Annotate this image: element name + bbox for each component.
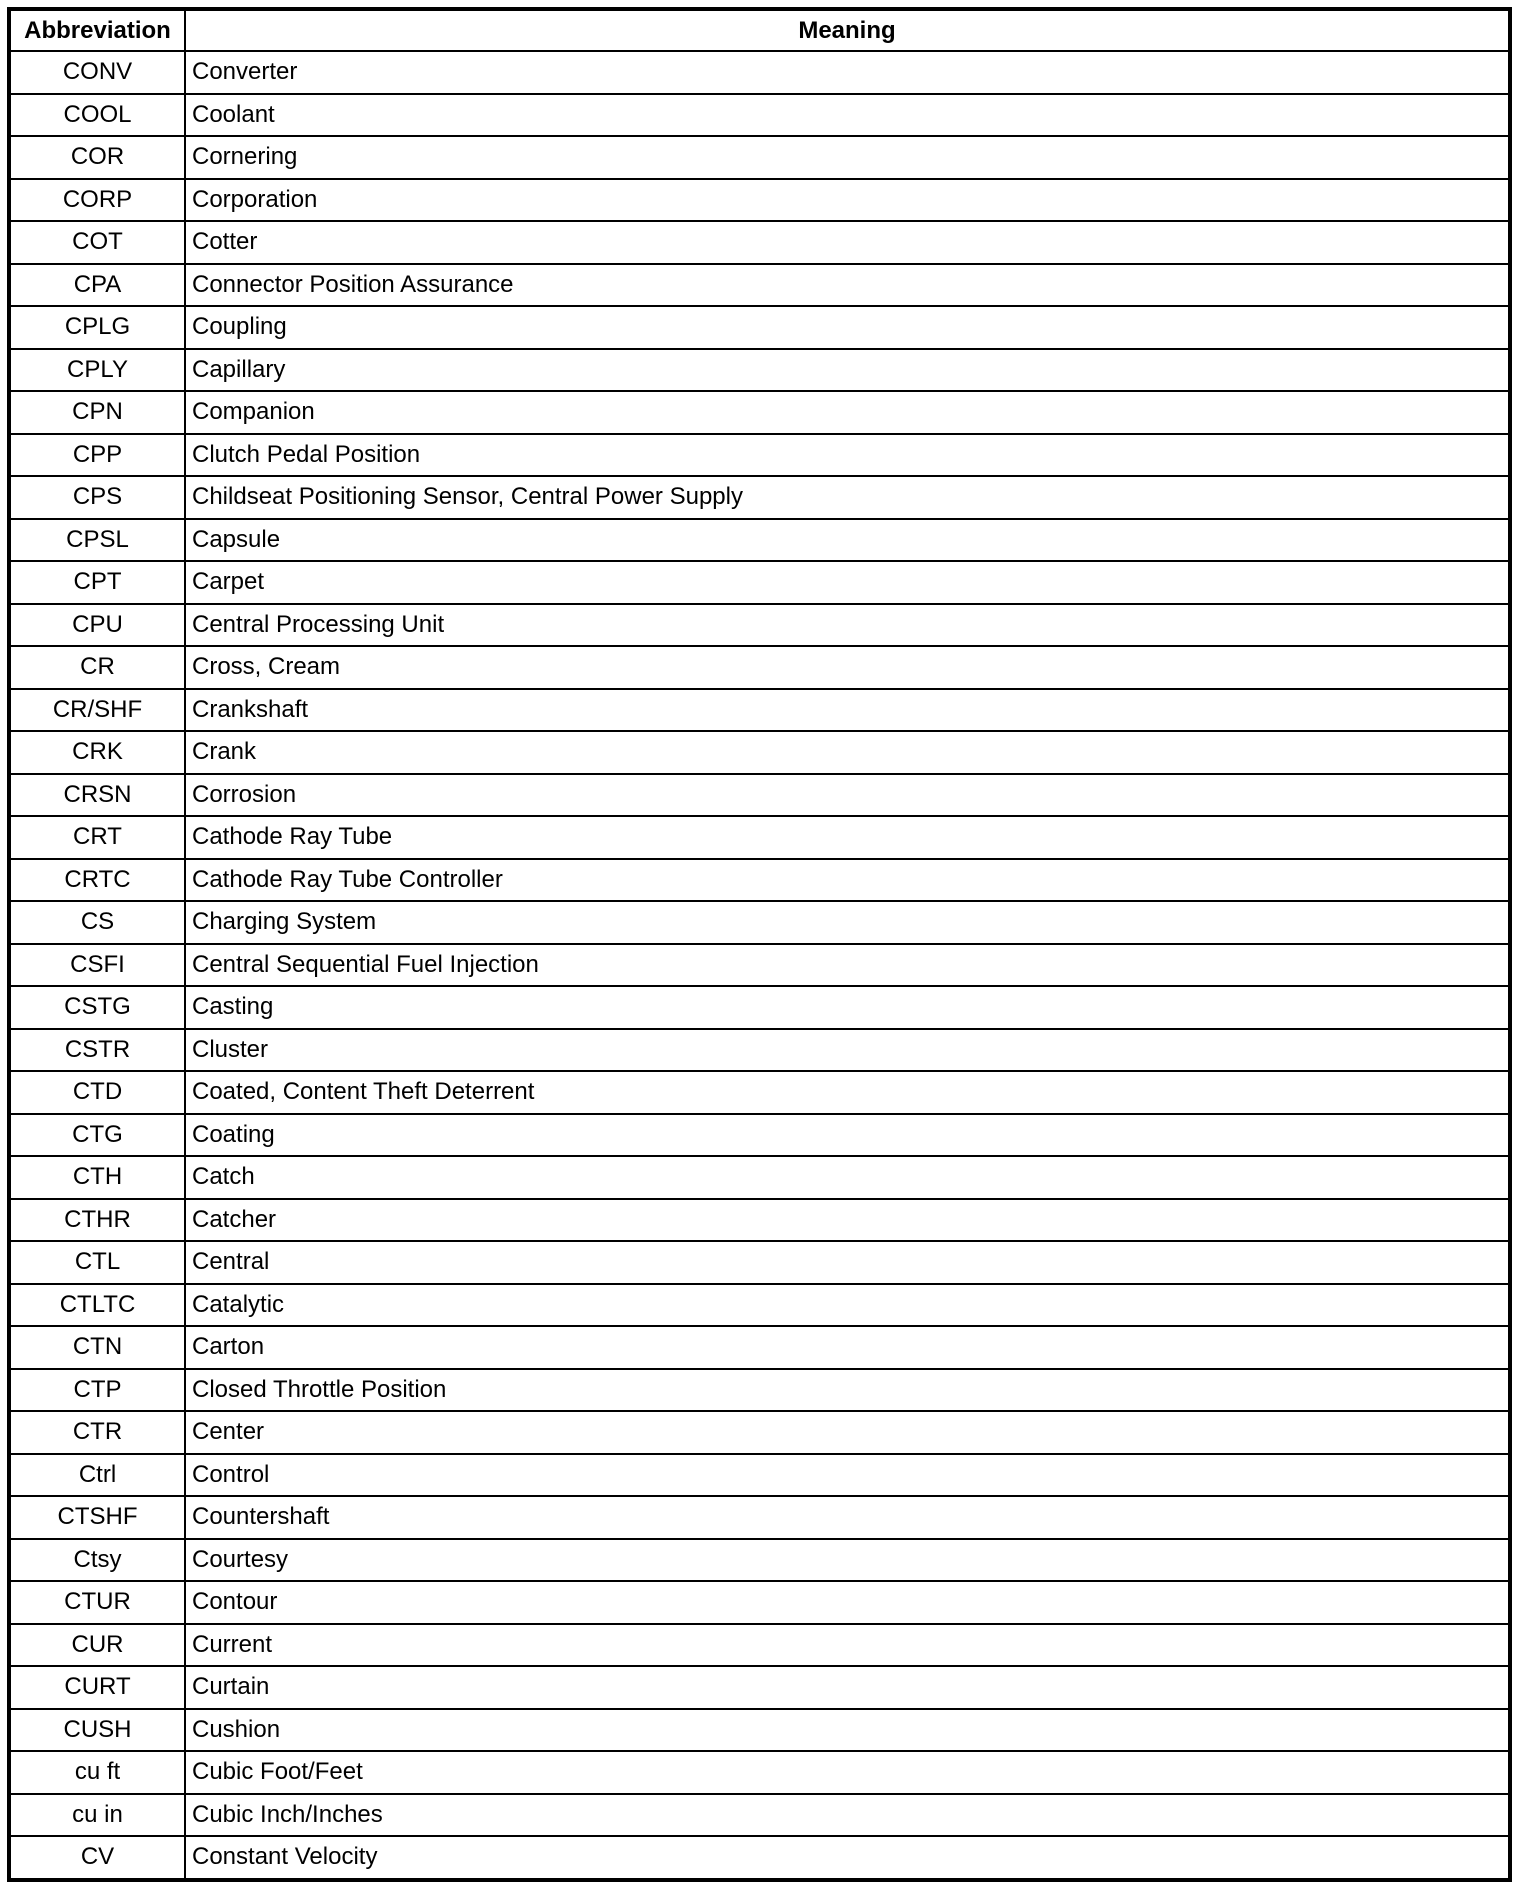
table-row	[9, 604, 1510, 647]
table-row	[9, 646, 1510, 689]
table-row	[9, 1029, 1510, 1072]
meaning-cell: Cluster	[185, 1029, 1510, 1072]
table-row	[9, 519, 1510, 562]
meaning-cell: Catalytic	[185, 1284, 1510, 1327]
table-row	[9, 1794, 1510, 1837]
table-row	[9, 1114, 1510, 1157]
abbreviation-cell: CPLY	[9, 349, 185, 392]
abbreviation-cell: CS	[9, 901, 185, 944]
abbreviation-cell: CSTG	[9, 986, 185, 1029]
table-header-row	[9, 9, 1510, 51]
table-row	[9, 1369, 1510, 1412]
meaning-cell: Coupling	[185, 306, 1510, 349]
meaning-cell: Central Sequential Fuel Injection	[185, 944, 1510, 987]
abbreviation-cell: CRK	[9, 731, 185, 774]
abbreviation-cell: COT	[9, 221, 185, 264]
table-row	[9, 476, 1510, 519]
meaning-cell: Childseat Positioning Sensor, Central Power Supply	[185, 476, 1510, 519]
abbreviation-cell: CTD	[9, 1071, 185, 1114]
abbreviation-cell: CPA	[9, 264, 185, 307]
table-row	[9, 731, 1510, 774]
meaning-cell: Companion	[185, 391, 1510, 434]
table-row	[9, 1836, 1510, 1880]
table-row	[9, 561, 1510, 604]
abbreviation-cell: CSFI	[9, 944, 185, 987]
table-row	[9, 859, 1510, 902]
abbreviation-cell: COR	[9, 136, 185, 179]
abbreviation-cell: CTN	[9, 1326, 185, 1369]
meaning-cell: Cathode Ray Tube	[185, 816, 1510, 859]
abbreviation-cell: CTUR	[9, 1581, 185, 1624]
table-row	[9, 774, 1510, 817]
abbreviation-cell: CORP	[9, 179, 185, 222]
table-row	[9, 1624, 1510, 1667]
abbreviation-cell: cu in	[9, 1794, 185, 1837]
meaning-cell: Converter	[185, 51, 1510, 94]
meaning-cell: Catcher	[185, 1199, 1510, 1242]
meaning-cell: Crankshaft	[185, 689, 1510, 732]
abbreviation-cell: CTR	[9, 1411, 185, 1454]
table-row	[9, 51, 1510, 94]
meaning-cell: Connector Position Assurance	[185, 264, 1510, 307]
abbreviation-cell: Ctrl	[9, 1454, 185, 1497]
meaning-cell: Casting	[185, 986, 1510, 1029]
meaning-cell: Central Processing Unit	[185, 604, 1510, 647]
meaning-cell: Catch	[185, 1156, 1510, 1199]
abbreviation-cell: CPLG	[9, 306, 185, 349]
meaning-cell: Coating	[185, 1114, 1510, 1157]
abbreviation-cell: CONV	[9, 51, 185, 94]
meaning-cell: Capillary	[185, 349, 1510, 392]
abbreviation-cell: CPSL	[9, 519, 185, 562]
abbreviation-cell: COOL	[9, 94, 185, 137]
meaning-cell: Control	[185, 1454, 1510, 1497]
table-row	[9, 1539, 1510, 1582]
meaning-cell: Center	[185, 1411, 1510, 1454]
table-row	[9, 944, 1510, 987]
table-row	[9, 1326, 1510, 1369]
meaning-cell: Crank	[185, 731, 1510, 774]
meaning-cell: Constant Velocity	[185, 1836, 1510, 1880]
meaning-cell: Current	[185, 1624, 1510, 1667]
meaning-cell: Central	[185, 1241, 1510, 1284]
abbreviation-cell: CUR	[9, 1624, 185, 1667]
meaning-cell: Cross, Cream	[185, 646, 1510, 689]
table-row	[9, 391, 1510, 434]
table-row	[9, 1411, 1510, 1454]
table-row	[9, 349, 1510, 392]
abbreviation-cell: CPN	[9, 391, 185, 434]
meaning-cell: Carton	[185, 1326, 1510, 1369]
table-row	[9, 306, 1510, 349]
table-row	[9, 901, 1510, 944]
table-row	[9, 1751, 1510, 1794]
table-row	[9, 1666, 1510, 1709]
table-row	[9, 986, 1510, 1029]
abbreviation-cell: CURT	[9, 1666, 185, 1709]
abbreviation-cell: CRTC	[9, 859, 185, 902]
abbreviation-cell: CTSHF	[9, 1496, 185, 1539]
table-row	[9, 136, 1510, 179]
abbreviation-cell: CTG	[9, 1114, 185, 1157]
table-row	[9, 221, 1510, 264]
abbreviation-cell: CRT	[9, 816, 185, 859]
abbreviation-cell: CTH	[9, 1156, 185, 1199]
meaning-cell: Closed Throttle Position	[185, 1369, 1510, 1412]
meaning-cell: Cathode Ray Tube Controller	[185, 859, 1510, 902]
abbreviation-cell: Ctsy	[9, 1539, 185, 1582]
abbreviation-table	[7, 7, 1512, 1882]
abbreviation-cell: CR/SHF	[9, 689, 185, 732]
meaning-cell: Contour	[185, 1581, 1510, 1624]
table-row	[9, 1709, 1510, 1752]
meaning-cell: Corporation	[185, 179, 1510, 222]
header-abbreviation: Abbreviation	[9, 9, 185, 51]
meaning-cell: Clutch Pedal Position	[185, 434, 1510, 477]
table-row	[9, 1199, 1510, 1242]
table-row	[9, 1454, 1510, 1497]
abbreviation-cell: CUSH	[9, 1709, 185, 1752]
table-row	[9, 264, 1510, 307]
meaning-cell: Corrosion	[185, 774, 1510, 817]
table-row	[9, 434, 1510, 477]
meaning-cell: Cornering	[185, 136, 1510, 179]
abbreviation-cell: CSTR	[9, 1029, 185, 1072]
abbreviation-cell: CPT	[9, 561, 185, 604]
table-row	[9, 179, 1510, 222]
meaning-cell: Cushion	[185, 1709, 1510, 1752]
meaning-cell: Coated, Content Theft Deterrent	[185, 1071, 1510, 1114]
meaning-cell: Capsule	[185, 519, 1510, 562]
abbreviation-cell: CTHR	[9, 1199, 185, 1242]
table-row	[9, 1284, 1510, 1327]
meaning-cell: Carpet	[185, 561, 1510, 604]
header-meaning: Meaning	[185, 9, 1510, 51]
table-row	[9, 1581, 1510, 1624]
table-row	[9, 816, 1510, 859]
abbreviation-cell: CTP	[9, 1369, 185, 1412]
table-row	[9, 94, 1510, 137]
table-row	[9, 1496, 1510, 1539]
abbreviation-cell: CR	[9, 646, 185, 689]
table-row	[9, 1156, 1510, 1199]
meaning-cell: Cubic Foot/Feet	[185, 1751, 1510, 1794]
table-row	[9, 1071, 1510, 1114]
abbreviation-cell: cu ft	[9, 1751, 185, 1794]
abbreviation-cell: CV	[9, 1836, 185, 1880]
table-row	[9, 689, 1510, 732]
table-body	[9, 51, 1510, 1880]
meaning-cell: Coolant	[185, 94, 1510, 137]
meaning-cell: Countershaft	[185, 1496, 1510, 1539]
abbreviation-cell: CPP	[9, 434, 185, 477]
meaning-cell: Cubic Inch/Inches	[185, 1794, 1510, 1837]
abbreviation-cell: CTL	[9, 1241, 185, 1284]
meaning-cell: Cotter	[185, 221, 1510, 264]
meaning-cell: Charging System	[185, 901, 1510, 944]
abbreviation-cell: CPU	[9, 604, 185, 647]
table-row	[9, 1241, 1510, 1284]
abbreviation-cell: CRSN	[9, 774, 185, 817]
meaning-cell: Curtain	[185, 1666, 1510, 1709]
meaning-cell: Courtesy	[185, 1539, 1510, 1582]
abbreviation-cell: CPS	[9, 476, 185, 519]
abbreviation-cell: CTLTC	[9, 1284, 185, 1327]
